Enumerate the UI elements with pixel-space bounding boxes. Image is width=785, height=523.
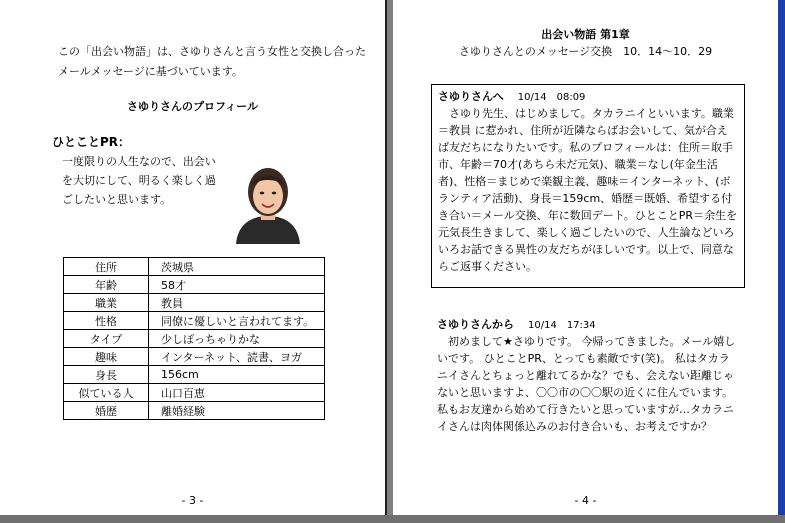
profile-table	[63, 257, 325, 420]
table-row	[64, 384, 325, 402]
message-time: 10/14 17:34	[528, 320, 596, 331]
table-row	[64, 366, 325, 384]
profile-title: さゆりさんのプロフィール	[127, 100, 258, 113]
table-row	[64, 330, 325, 348]
table-value: 58才	[149, 276, 325, 294]
message-body: 初めまして★さゆりです。 今帰ってきました。メール嬉しいです。 ひとことPR、とっても素敵です(笑)。 私はタカラニイさんとちょっと離れてるかな？でも、会えない距離じゃないと思いますよ、〇〇市の〇〇駅の近くに住んでいます。私もお友達から始めて行きたいと思っていますが…タカラニイさんは肉体関係込みのお付き合いも、お考えですか？	[437, 335, 736, 433]
message-sender: さゆりさんから	[437, 318, 514, 331]
table-value: 山口百恵	[149, 384, 325, 402]
right-page	[393, 0, 780, 515]
portrait-illustration	[228, 160, 308, 244]
table-value: 同僚に優しいと言われてます。	[149, 312, 325, 330]
table-value: 156cm	[149, 366, 325, 384]
table-key: タイプ	[64, 330, 149, 348]
pr-heading: ひとことPR：	[52, 135, 131, 149]
pr-text: 一度限りの人生なので、出会いを大切にして、明るく楽しく過ごしたいと思います。	[62, 155, 216, 206]
message-header	[438, 88, 585, 104]
table-key: 婚歴	[64, 402, 149, 420]
message-body: さゆり先生、はじめまして。タカラニイといいます。職業＝教員 に惹かれ、住所が近隣ならばお会いして、気が合えば友だちになりたいです。私のプロフィールは：住所＝取手市、年齢＝70才(あちら未だ元気)、職業＝なし(年金生活者)、性格＝まじめで楽観主義、趣味＝インターネット、(ボランティア活動)、身長＝159cm、婚歴＝既婚、希望する付き合い＝メール交換、年に数回デート。ひとことPR＝余生を元気長生きまして、楽しく過ごしたいので、人生論などいろいろお話できる異性の友だちがほしいです。以上で、同意ならご返事ください。	[438, 107, 738, 273]
table-row	[64, 402, 325, 420]
table-key: 年齢	[64, 276, 149, 294]
table-row	[64, 276, 325, 294]
table-value: 教員	[149, 294, 325, 312]
table-value: インターネット、読書、ヨガ	[149, 348, 325, 366]
window-bottom-edge	[0, 515, 785, 523]
window-edge	[778, 0, 785, 515]
table-value: 離婚経験	[149, 402, 325, 420]
message-sender: さゆりさんへ	[438, 90, 504, 103]
left-page	[0, 0, 387, 515]
intro-text: この「出会い物語」は、さゆりさんと言う女性と交換し合ったメールメッセージに基づいています。	[58, 45, 366, 78]
table-key: 住所	[64, 258, 149, 276]
table-row	[64, 258, 325, 276]
table-row	[64, 294, 325, 312]
message-header	[437, 316, 596, 332]
chapter-subtitle: さゆりさんとのメッセージ交換 10．14～10．29	[458, 45, 713, 58]
table-value: 茨城県	[149, 258, 325, 276]
table-row	[64, 312, 325, 330]
chapter-title: 出会い物語 第1章	[541, 28, 630, 41]
table-key: 趣味	[64, 348, 149, 366]
message-box	[431, 84, 745, 288]
table-key: 身長	[64, 366, 149, 384]
page-number: - 3 -	[181, 494, 204, 507]
table-key: 職業	[64, 294, 149, 312]
table-key: 性格	[64, 312, 149, 330]
table-key: 似ている人	[64, 384, 149, 402]
message-time: 10/14 08:09	[517, 92, 586, 103]
table-row	[64, 348, 325, 366]
table-value: 少しぽっちゃりかな	[149, 330, 325, 348]
page-number: - 4 -	[574, 494, 597, 507]
